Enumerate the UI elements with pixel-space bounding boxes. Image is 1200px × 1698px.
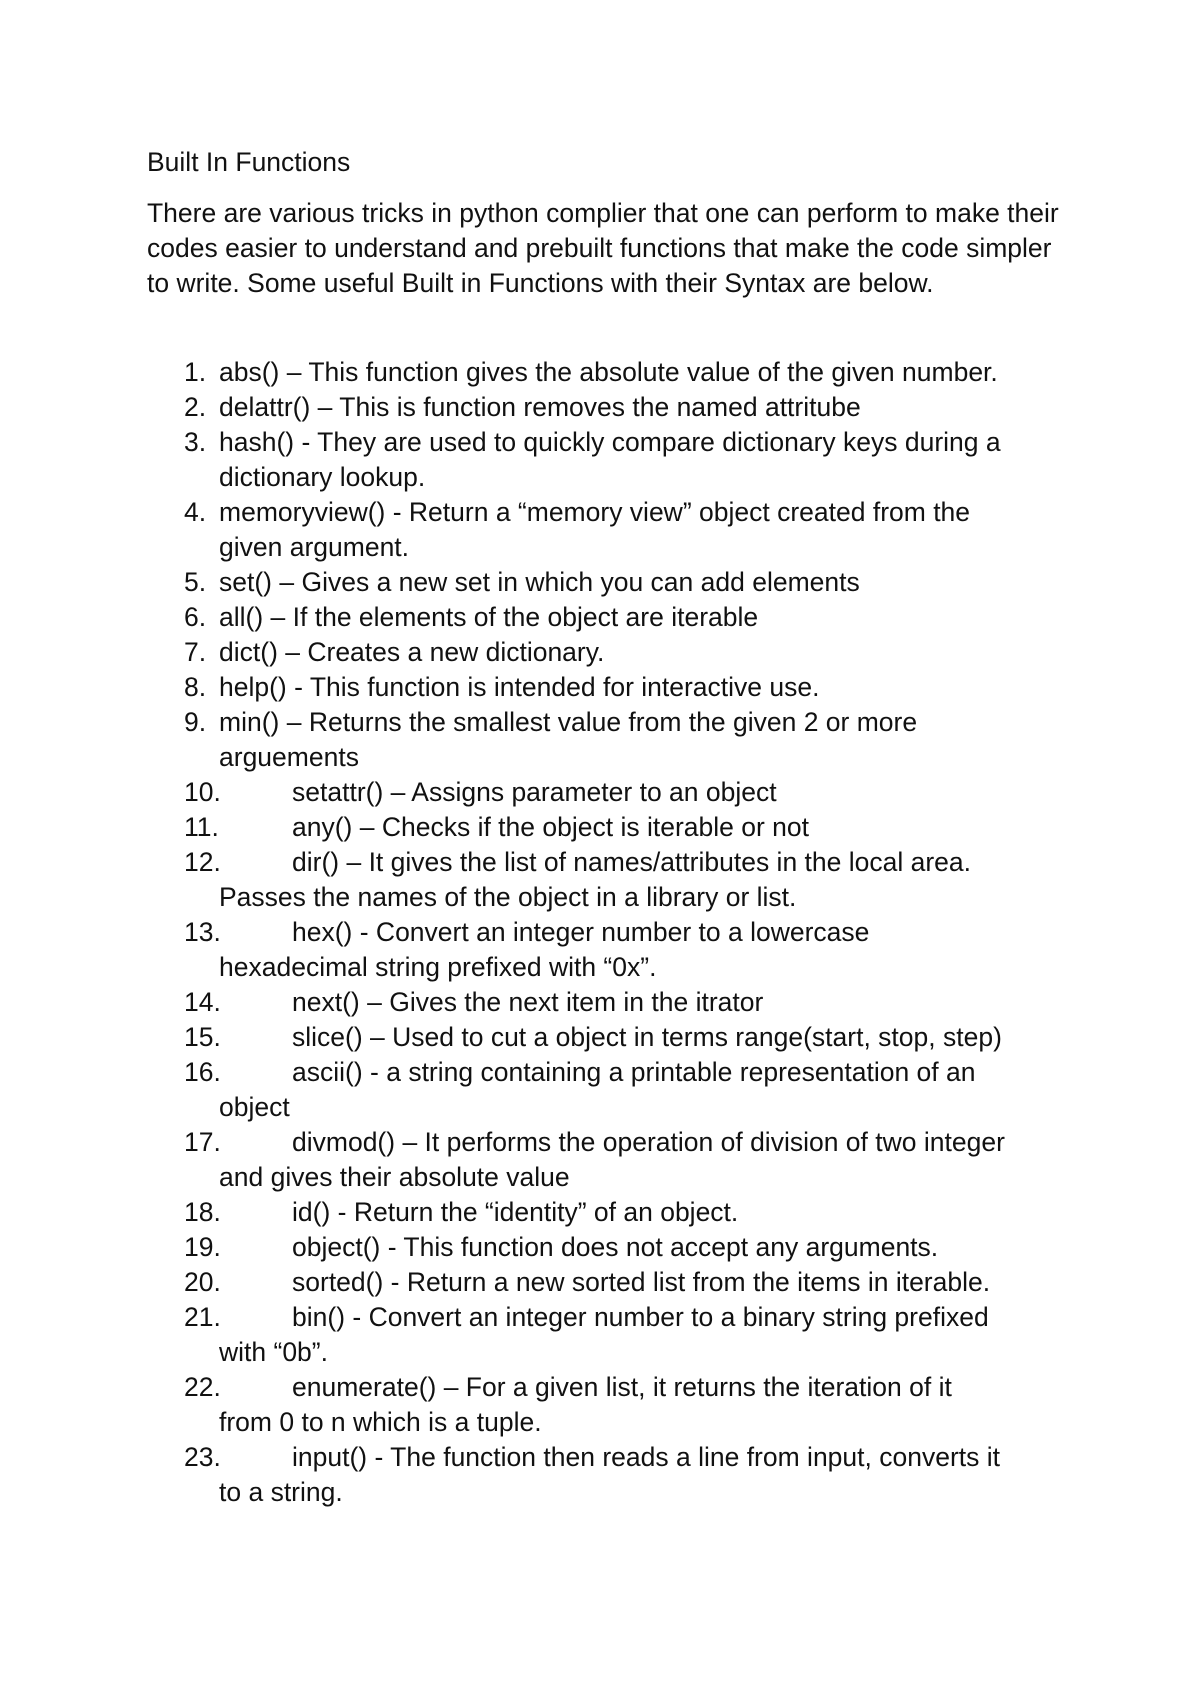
list-item	[0, 1265, 1200, 1300]
item-text: hex() - Convert an integer number to a lowercase	[292, 917, 870, 947]
item-text-continued: object	[219, 1092, 290, 1122]
list-item	[0, 810, 1200, 845]
item-text: help() - This function is intended for interactive use.	[219, 672, 820, 702]
item-number: 15.	[184, 1022, 221, 1052]
item-text: next() – Gives the next item in the itrator	[292, 987, 764, 1017]
list-item	[0, 1125, 1200, 1195]
item-number: 19.	[184, 1232, 221, 1262]
list-item	[0, 600, 1200, 635]
item-number: 12.	[184, 847, 221, 877]
item-text: min() – Returns the smallest value from the given 2 or more	[219, 707, 918, 737]
item-text-continued: to a string.	[219, 1477, 343, 1507]
item-number: 22.	[184, 1372, 221, 1402]
list-item	[0, 705, 1200, 775]
list-item	[0, 1230, 1200, 1265]
item-text-continued: and gives their absolute value	[219, 1162, 570, 1192]
item-text: id() - Return the “identity” of an object.	[292, 1197, 739, 1227]
item-text: object() - This function does not accept any arguments.	[292, 1232, 939, 1262]
item-text: dir() – It gives the list of names/attributes in the local area.	[292, 847, 972, 877]
item-number: 4.	[184, 497, 207, 527]
item-number: 11.	[184, 812, 219, 842]
item-text: delattr() – This is function removes the named attritube	[219, 392, 861, 422]
list-item	[0, 390, 1200, 425]
list-item	[0, 670, 1200, 705]
item-text: all() – If the elements of the object are iterable	[219, 602, 759, 632]
item-number: 14.	[184, 987, 221, 1017]
item-number: 23.	[184, 1442, 221, 1472]
list-item	[0, 355, 1200, 390]
item-number: 20.	[184, 1267, 221, 1297]
item-text: bin() - Convert an integer number to a binary string prefixed	[292, 1302, 989, 1332]
list-item	[0, 425, 1200, 495]
item-text: divmod() – It performs the operation of division of two integer	[292, 1127, 1005, 1157]
list-item	[0, 565, 1200, 600]
item-text: abs() – This function gives the absolute value of the given number.	[219, 357, 998, 387]
item-number: 10.	[184, 777, 221, 807]
item-text: enumerate() – For a given list, it returns the iteration of it	[292, 1372, 952, 1402]
item-number: 2.	[184, 392, 207, 422]
item-number: 5.	[184, 567, 207, 597]
list-item	[0, 985, 1200, 1020]
item-text-continued: dictionary lookup.	[219, 462, 426, 492]
item-text: hash() - They are used to quickly compare dictionary keys during a	[219, 427, 1001, 457]
list-item	[0, 1195, 1200, 1230]
list-item	[0, 775, 1200, 810]
item-text-continued: hexadecimal string prefixed with “0x”.	[219, 952, 657, 982]
item-text: set() – Gives a new set in which you can add elements	[219, 567, 860, 597]
list-item	[0, 635, 1200, 670]
item-number: 18.	[184, 1197, 221, 1227]
item-text-continued: given argument.	[219, 532, 410, 562]
item-text: dict() – Creates a new dictionary.	[219, 637, 605, 667]
item-text: ascii() - a string containing a printable representation of an	[292, 1057, 976, 1087]
item-text: any() – Checks if the object is iterable or not	[292, 812, 809, 842]
list-item	[0, 915, 1200, 985]
item-text: memoryview() - Return a “memory view” object created from the	[219, 497, 971, 527]
list-item	[0, 1055, 1200, 1125]
item-number: 13.	[184, 917, 221, 947]
item-number: 3.	[184, 427, 207, 457]
list-item	[0, 1020, 1200, 1055]
item-text-continued: from 0 to n which is a tuple.	[219, 1407, 542, 1437]
item-number: 7.	[184, 637, 207, 667]
list-item	[0, 1370, 1200, 1440]
document-title: Built In Functions	[147, 147, 351, 177]
item-text: input() - The function then reads a line from input, converts it	[292, 1442, 1001, 1472]
item-number: 9.	[184, 707, 207, 737]
functions-list	[0, 355, 1200, 1510]
intro-paragraph: There are various tricks in python complier that one can perform to make their codes easier to understand and prebuilt functions that make the code simpler to write. Some useful Built in Functions with their Syntax are below.	[147, 198, 1059, 298]
item-text: setattr() – Assigns parameter to an object	[292, 777, 777, 807]
item-number: 21.	[184, 1302, 221, 1332]
list-item	[0, 845, 1200, 915]
item-text-continued: with “0b”.	[219, 1337, 328, 1367]
item-number: 1.	[184, 357, 207, 387]
item-number: 6.	[184, 602, 207, 632]
item-number: 8.	[184, 672, 207, 702]
list-item	[0, 1300, 1200, 1370]
item-text: slice() – Used to cut a object in terms range(start, stop, step)	[292, 1022, 1002, 1052]
item-text-continued: Passes the names of the object in a library or list.	[219, 882, 797, 912]
item-number: 16.	[184, 1057, 221, 1087]
list-item	[0, 495, 1200, 565]
item-number: 17.	[184, 1127, 221, 1157]
item-text: sorted() - Return a new sorted list from the items in iterable.	[292, 1267, 991, 1297]
item-text-continued: arguements	[219, 742, 359, 772]
list-item	[0, 1440, 1200, 1510]
